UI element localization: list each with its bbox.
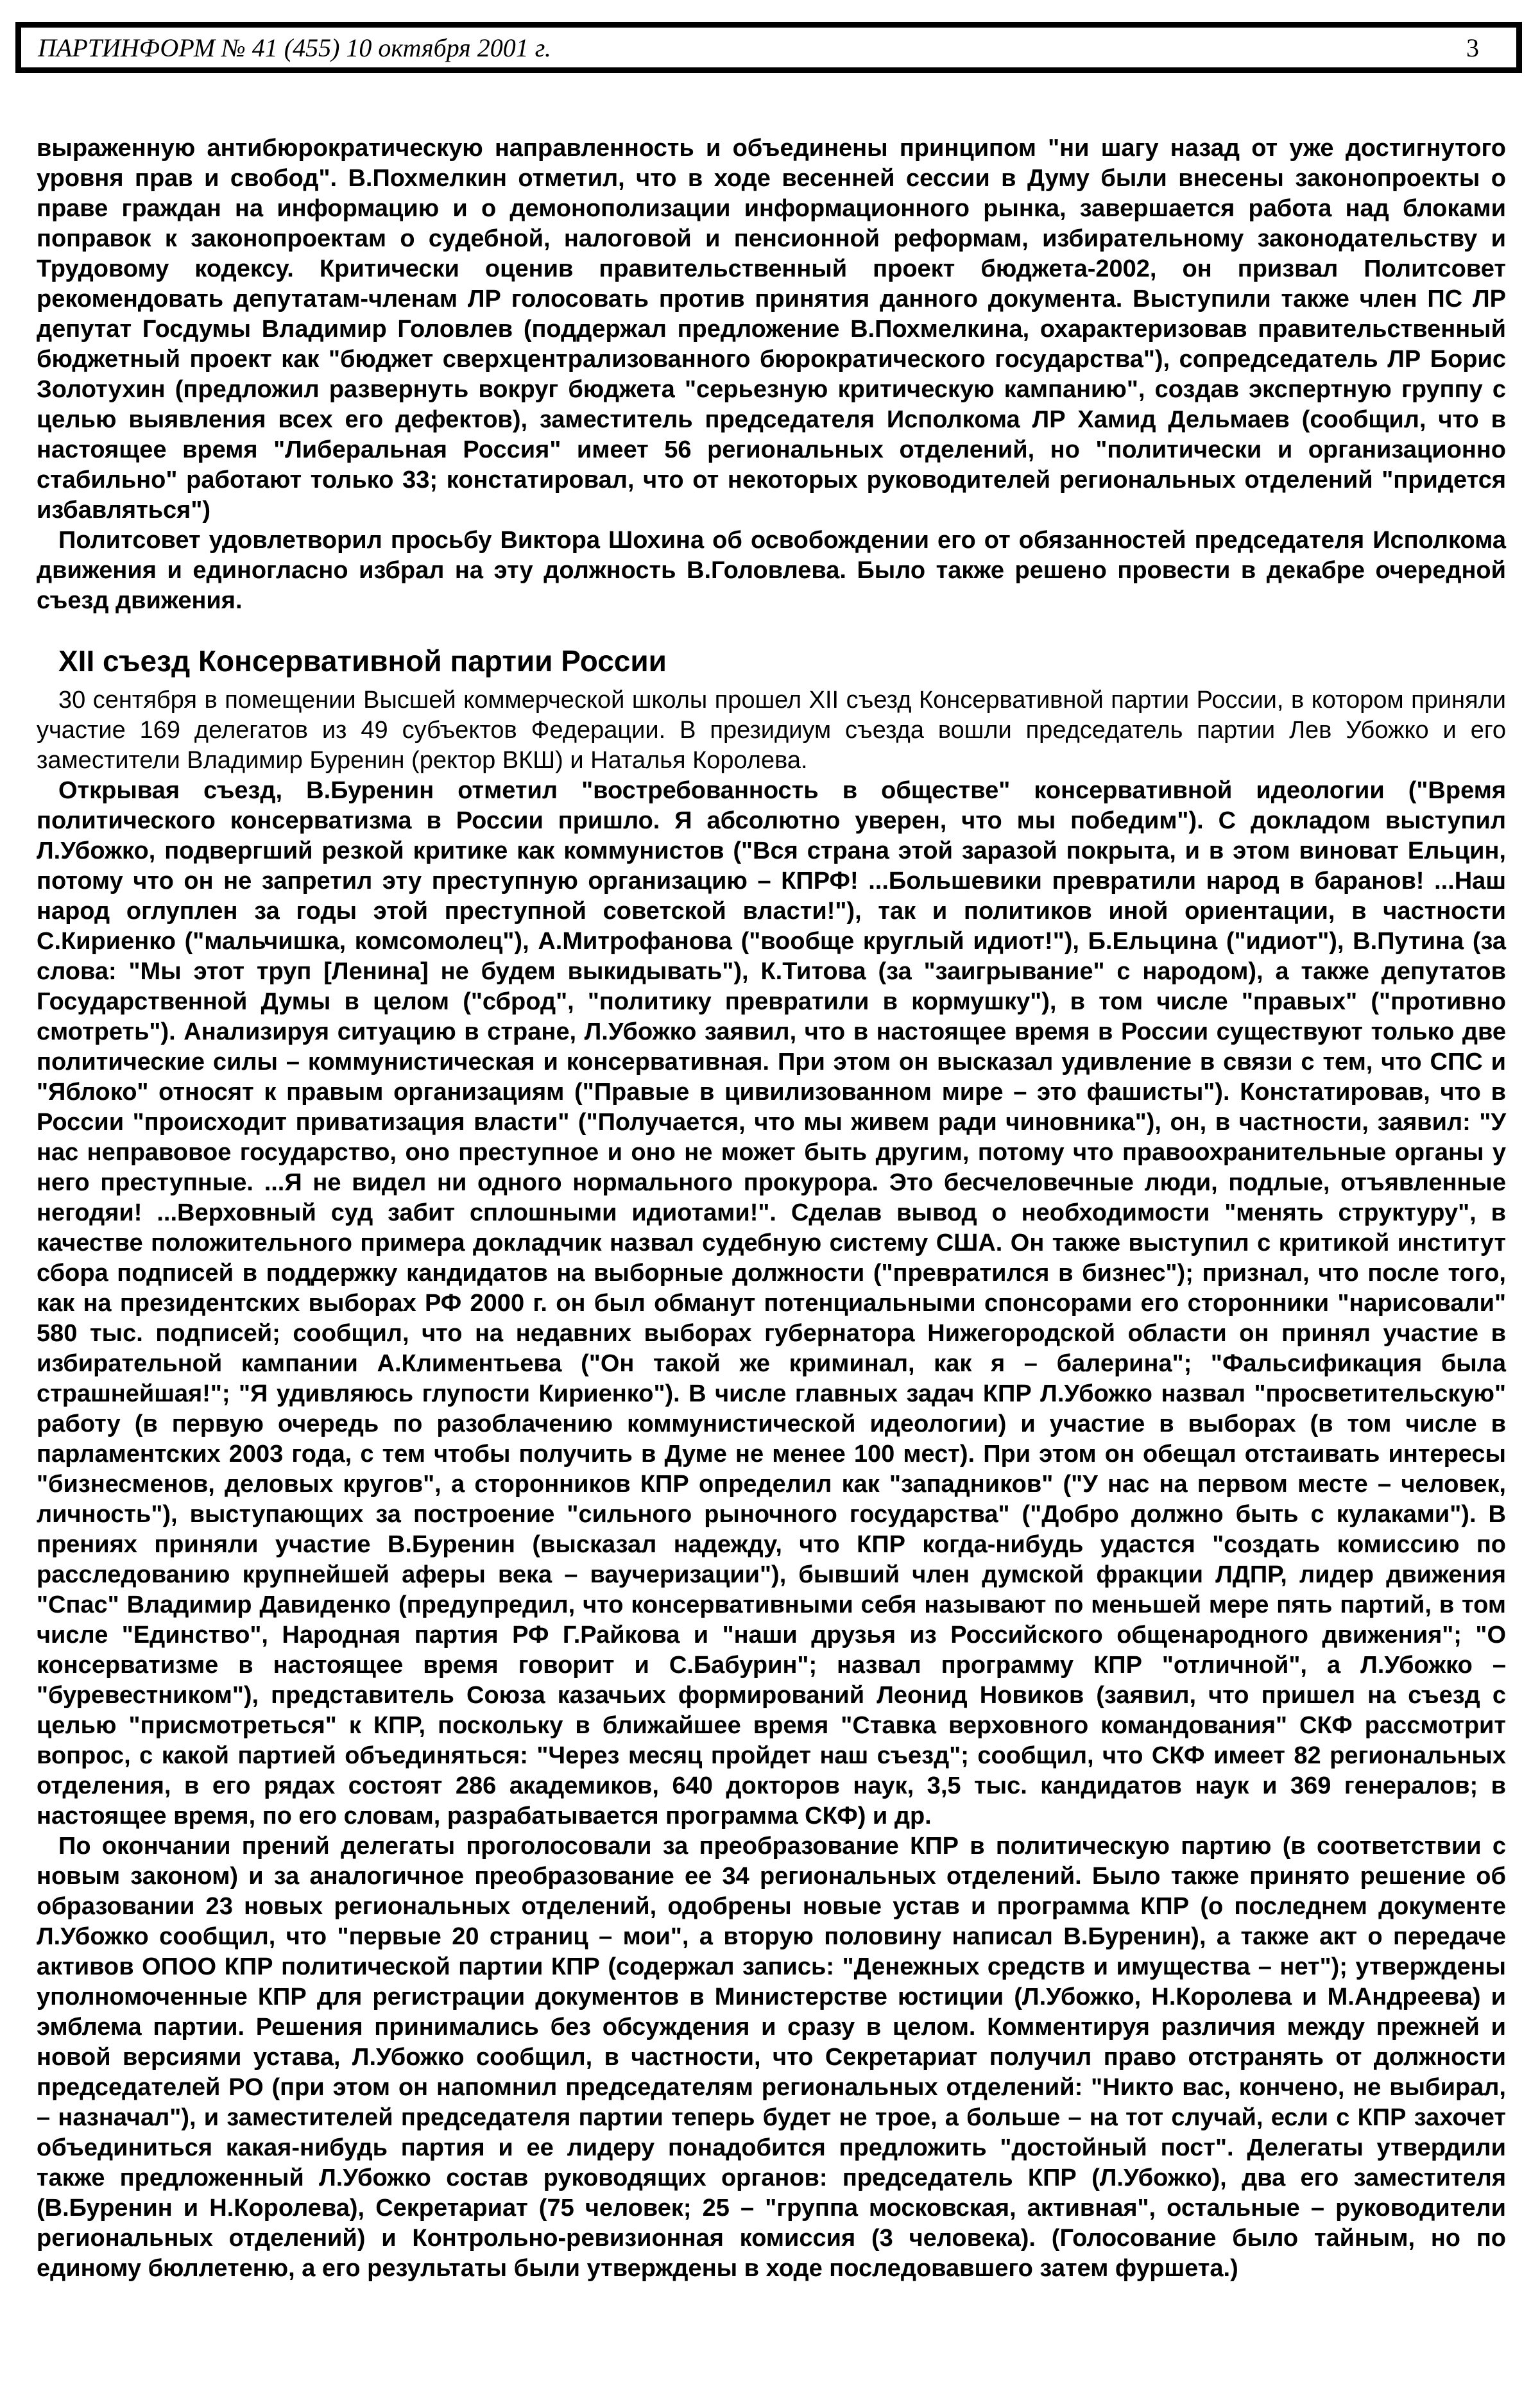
section-heading: XII съезд Консервативной партии России [58, 644, 667, 678]
paragraph-congress-speeches: Открывая съезд, В.Буренин отметил "востребованность в обществе" консервативной идеологии ("Время политического консерватизма в России пришло. Я абсолютно уверен, что мы победим"). С докладом выступил Л.Убожко, подвергший резкой критике как коммунистов ("Вся страна этой заразой покрыта, и в этом виноват Ельцин, потому что он не запретил эту преступную организацию – КПРФ! ...Большевики превратили народ в баранов! ...Наш народ оглуплен за годы этой преступной советской власти!"), так и политиков иной ориентации, в частности С.Кириенко ("мальчишка, комсомолец"), А.Митрофанова ("вообще круглый идиот!"), Б.Ельцина ("идиот"), В.Путина (за слова: "Мы этот труп [Ленина] не будем выкидывать"), К.Титова (за "заигрывание" с народом), а также депутатов Государственной Думы в целом ("сброд", "политику превратили в кормушку"), в том числе "правых" ("противно смотреть"). Анализируя ситуацию в стране, Л.Убожко заявил, что в настоящее время в России существуют только две политические силы – коммунистическая и консервативная. При этом он высказал удивление в связи с тем, что СПС и "Яблоко" относят к правым организациям ("Правые в цивилизованном мире – это фашисты"). Констатировав, что в России "происходит приватизация власти" ("Получается, что мы живем ради чиновника"), он, в частности, заявил: "У нас неправовое государство, оно преступное и оно не может быть другим, потому что правоохранительные органы у него преступные. ...Я не видел ни одного нормального прокурора. Это бесчеловечные люди, подлые, отъявленные негодяи! ...Верховный суд забит сплошными идиотами!". Сделав вывод о необходимости "менять структуру", в качестве положительного примера докладчик назвал судебную систему США. Он также выступил с критикой институт сбора подписей в поддержку кандидатов на выборные должности ("превратился в бизнес"); признал, что после того, как на президентских выборах РФ 2000 г. он был обманут потенциальными спонсорами его сторонники "нарисовали" 580 тыс. подписей; сообщил, что на недавних выборах губернатора Нижегородской области он принял участие в избирательной кампании А.Климентьева ("Он такой же криминал, как я – балерина"; "Фальсификация была страшнейшая!"; "Я удивляюсь глупости Кириенко"). В числе главных задач КПР Л.Убожко назвал "просветительскую" работу (в первую очередь по разоблачению коммунистической идеологии) и участие в выборах (в том числе в парламентских 2003 года, с тем чтобы получить в Думе не менее 100 мест). При этом он обещал отстаивать интересы "бизнесменов, деловых кругов", а сторонников КПР определил как "западников" ("У нас на первом месте – человек, личность"), выступающих за построение "сильного рыночного государства" ("Добро должно быть с кулаками"). В прениях приняли участие В.Буренин (высказал надежду, что КПР когда-нибудь удастся "создать комиссию по расследованию крупнейшей аферы века – ваучеризации"), бывший член думской фракции ЛДПР, лидер движения "Спас" Владимир Давиденко (предупредил, что консервативными себя называют по меньшей мере пять партий, в том числе "Единство", Народная партия РФ Г.Райкова и "наши друзья из Российского общенародного движения"; "О консерватизме в настоящее время говорит и С.Бабурин"; назвал программу КПР "отличной", а Л.Убожко – "буревестником"), представитель Союза казачьих формирований Леонид Новиков (заявил, что пришел на съезд с целью "присмотреться" к КПР, поскольку в ближайшее время "Ставка верховного командования" СКФ рассмотрит вопрос, с какой партией объединяться: "Через месяц пройдет наш съезд"; сообщил, что СКФ имеет 82 региональных отделения, в его рядах состоят 286 академиков, 640 докторов наук, 3,5 тыс. кандидатов наук и 369 генералов; в настоящее время, по его словам, разрабатывается программа СКФ) и др. [37, 777, 1506, 1829]
paragraph-politsovet-decision: Политсовет удовлетворил просьбу Виктора Шохина об освобождении его от обязанностей председателя Исполкома движения и единогласно избрал на эту должность В.Головлева. Было также решено провести в декабре очередной съезд движения. [37, 527, 1506, 614]
paragraph-congress-decisions: По окончании прений делегаты проголосовали за преобразование КПР в политическую партию (в соответствии с новым законом) и за аналогичное преобразование ее 34 региональных отделений. Было также принято решение об образовании 23 новых региональных отделений, одобрены новые устав и программа КПР (о последнем документе Л.Убожко сообщил, что "первые 20 страниц – мои", а вторую половину написал В.Буренин), а также акт о передаче активов ОПОО КПР политической партии КПР (содержал запись: "Денежных средств и имущества – нет"); утверждены уполномоченные КПР для регистрации документов в Министерстве юстиции (Л.Убожко, Н.Королева и М.Андреева) и эмблема партии. Решения принимались без обсуждения и сразу в целом. Комментируя различия между прежней и новой версиями устава, Л.Убожко сообщил, в частности, что Секретариат получил право отстранять от должности председателей РО (при этом он напомнил председателям региональных отделений: "Никто вас, кончено, не выбирал, – назначал"), и заместителей председателя партии теперь будет не трое, а больше – на тот случай, если с КПР захочет объединиться какая-нибудь партия и ее лидеру понадобится предложить "достойный пост". Делегаты утвердили также предложенный Л.Убожко состав руководящих органов: председатель КПР (Л.Убожко), два его заместителя (В.Буренин и Н.Королева), Секретариат (75 человек; 25 – "группа московская, активная", остальные – руководители региональных отделений) и Контрольно-ревизионная комиссия (3 человека). (Голосование было тайным, но по единому бюллетеню, а его результаты были утверждены в ходе последовавшего затем фуршета.) [37, 1833, 1506, 2282]
paragraph-continuation-liberal-russia: выраженную антибюрократическую направленность и объединены принципом "ни шагу назад от уже достигнутого уровня прав и свобод". В.Похмелкин отметил, что в ходе весенней сессии в Думу были внесены законопроекты о праве граждан на информацию и о демонополизации информационного рынка, завершается работа над блоками поправок к законопроектам о судебной, налоговой и пенсионной реформам, избирательному законодательству и Трудовому кодексу. Критически оценив правительственный проект бюджета-2002, он призвал Политсовет рекомендовать депутатам-членам ЛР голосовать против принятия данного документа. Выступили также член ПС ЛР депутат Госдумы Владимир Головлев (поддержал предложение В.Похмелкина, охарактеризовав правительственный бюджетный проект как "бюджет сверхцентрализованного бюрократического государства"), сопредседатель ЛР Борис Золотухин (предложил развернуть вокруг бюджета "серьезную критическую кампанию", создав экспертную группу с целью выявления всех его дефектов), заместитель председателя Исполкома ЛР Хамид Дельмаев (сообщил, что в настоящее время "Либеральная Россия" имеет 56 региональных отделений, но "политически и организационно стабильно" работают только 33; констатировал, что от некоторых руководителей региональных отделений "придется избавляться") [37, 135, 1506, 524]
page-number: 3 [1466, 33, 1479, 62]
paragraph-congress-overview: 30 сентября в помещении Высшей коммерческой школы прошел XII съезд Консервативной партии России, в котором приняли участие 169 делегатов из 49 субъектов Федерации. В президиум съезда вошли председатель партии Лев Убожко и его заместители Владимир Буренин (ректор ВКШ) и Наталья Королева. [37, 687, 1506, 774]
article-body [37, 133, 1506, 2284]
masthead-title: ПАРТИНФОРМ № 41 (455) 10 октября 2001 г. [38, 33, 551, 62]
page-header [15, 22, 1522, 73]
